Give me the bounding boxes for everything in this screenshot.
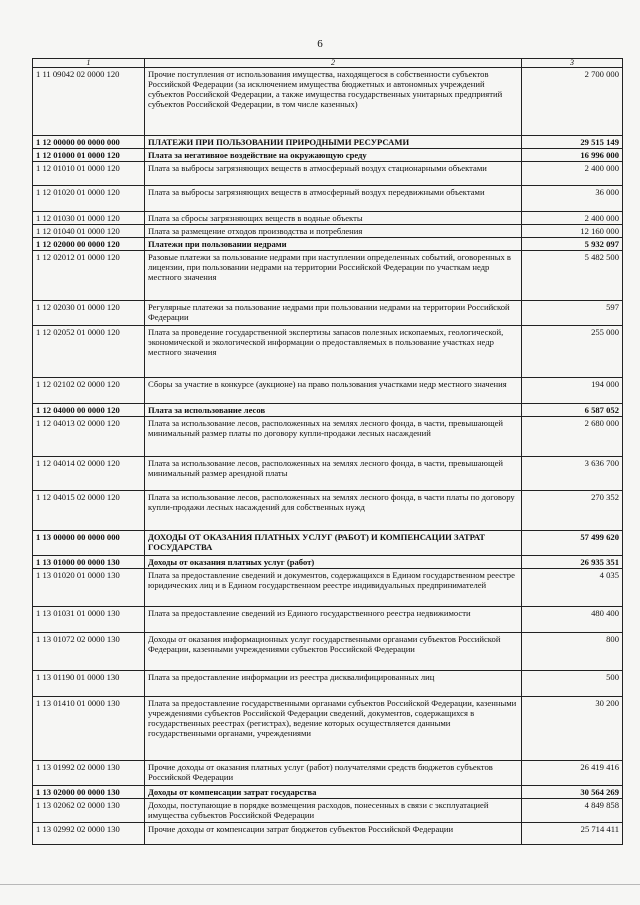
code-cell: 1 12 04014 02 0000 120 — [33, 457, 145, 491]
code-cell: 1 13 01031 01 0000 130 — [33, 607, 145, 633]
code-cell: 1 13 01190 01 0000 130 — [33, 671, 145, 697]
table-row — [33, 136, 623, 149]
name-cell: Плата за предоставление сведений из Единого государственного реестра недвижимости — [145, 607, 522, 633]
table-row — [33, 799, 623, 823]
column-header-name: 2 — [145, 59, 522, 68]
table-row — [33, 457, 623, 491]
table-row — [33, 301, 623, 326]
name-cell: Регулярные платежи за пользование недрами при пользовании недрами на территории Российской Федерации — [145, 301, 522, 326]
table-row — [33, 162, 623, 186]
name-cell: Плата за размещение отходов производства и потребления — [145, 225, 522, 238]
amount-cell: 30 564 269 — [522, 786, 623, 799]
code-cell: 1 13 01410 01 0000 130 — [33, 697, 145, 761]
table-row — [33, 531, 623, 556]
name-cell: Доходы от компенсации затрат государства — [145, 786, 522, 799]
table-row — [33, 417, 623, 457]
name-cell: Плата за сбросы загрязняющих веществ в водные объекты — [145, 212, 522, 225]
code-cell: 1 12 02030 01 0000 120 — [33, 301, 145, 326]
code-cell: 1 12 04000 00 0000 120 — [33, 404, 145, 417]
table-row — [33, 378, 623, 404]
amount-cell: 5 932 097 — [522, 238, 623, 251]
name-cell: Прочие поступления от использования имущества, находящегося в собственности субъектов Российской Федерации (за исключением имущества бюджетных и автономных учреждений субъектов Российской Федерации, а также имущества государственных унитарных предприятий субъектов Российской Федерации, в том числе казенных) — [145, 68, 522, 136]
table-row — [33, 186, 623, 212]
code-cell: 1 12 01000 01 0000 120 — [33, 149, 145, 162]
table-row — [33, 761, 623, 786]
amount-cell: 270 352 — [522, 491, 623, 531]
table-row — [33, 68, 623, 136]
amount-cell: 480 400 — [522, 607, 623, 633]
name-cell: ДОХОДЫ ОТ ОКАЗАНИЯ ПЛАТНЫХ УСЛУГ (РАБОТ) И КОМПЕНСАЦИИ ЗАТРАТ ГОСУДАРСТВА — [145, 531, 522, 556]
amount-cell: 4 849 858 — [522, 799, 623, 823]
code-cell: 1 13 01000 00 0000 130 — [33, 556, 145, 569]
amount-cell: 597 — [522, 301, 623, 326]
table-row — [33, 556, 623, 569]
name-cell: Плата за выбросы загрязняющих веществ в атмосферный воздух передвижными объектами — [145, 186, 522, 212]
table-row — [33, 238, 623, 251]
code-cell: 1 12 01020 01 0000 120 — [33, 186, 145, 212]
column-header-code: 1 — [33, 59, 145, 68]
name-cell: Сборы за участие в конкурсе (аукционе) на право пользования участками недр местного значения — [145, 378, 522, 404]
name-cell: Плата за негативное воздействие на окружающую среду — [145, 149, 522, 162]
column-header-amount: 3 — [522, 59, 623, 68]
code-cell: 1 13 02062 02 0000 130 — [33, 799, 145, 823]
code-cell: 1 12 04013 02 0000 120 — [33, 417, 145, 457]
amount-cell: 800 — [522, 633, 623, 671]
amount-cell: 29 515 149 — [522, 136, 623, 149]
page-bottom-divider — [0, 884, 640, 885]
name-cell: Плата за использование лесов — [145, 404, 522, 417]
code-cell: 1 12 02000 00 0000 120 — [33, 238, 145, 251]
name-cell: Плата за предоставление государственными органами субъектов Российской Федерации, казенными учреждениями субъектов Российской Федерации сведений, документов, содержащихся в государственных реестрах (регистрах), ведение которых осуществляется данными государственными органами, учреждениями — [145, 697, 522, 761]
code-cell: 1 13 02000 00 0000 130 — [33, 786, 145, 799]
amount-cell: 16 996 000 — [522, 149, 623, 162]
table-row — [33, 607, 623, 633]
name-cell: Плата за предоставление сведений и документов, содержащихся в Едином государственном реестре юридических лиц и в Едином государственном реестре индивидуальных предпринимателей — [145, 569, 522, 607]
table-row — [33, 697, 623, 761]
name-cell: Доходы, поступающие в порядке возмещения расходов, понесенных в связи с эксплуатацией имущества субъектов Российской Федерации — [145, 799, 522, 823]
amount-cell: 4 035 — [522, 569, 623, 607]
amount-cell: 26 419 416 — [522, 761, 623, 786]
amount-cell: 57 499 620 — [522, 531, 623, 556]
code-cell: 1 12 00000 00 0000 000 — [33, 136, 145, 149]
name-cell: Разовые платежи за пользование недрами при наступлении определенных событий, оговоренных в лицензии, при пользовании недрами на территории Российской Федерации по участкам недр местного значения — [145, 251, 522, 301]
code-cell: 1 11 09042 02 0000 120 — [33, 68, 145, 136]
name-cell: Плата за использование лесов, расположенных на землях лесного фонда, в части, превышающей минимальный размер арендной платы — [145, 457, 522, 491]
name-cell: Плата за проведение государственной экспертизы запасов полезных ископаемых, геологической, экономической и экологической информации о предоставляемых в пользование участках недр местного значения — [145, 326, 522, 378]
code-cell: 1 12 04015 02 0000 120 — [33, 491, 145, 531]
table-row — [33, 251, 623, 301]
revenue-table — [32, 58, 623, 845]
table-row — [33, 225, 623, 238]
table-row — [33, 633, 623, 671]
amount-cell: 2 680 000 — [522, 417, 623, 457]
name-cell: Плата за использование лесов, расположенных на землях лесного фонда, в части, превышающей минимальный размер платы по договору купли-продажи лесных насаждений — [145, 417, 522, 457]
table-row — [33, 404, 623, 417]
code-cell: 1 12 02052 01 0000 120 — [33, 326, 145, 378]
code-cell: 1 12 01030 01 0000 120 — [33, 212, 145, 225]
table-row — [33, 212, 623, 225]
table-row — [33, 786, 623, 799]
table-row — [33, 491, 623, 531]
amount-cell: 2 700 000 — [522, 68, 623, 136]
table-header — [33, 59, 623, 68]
amount-cell: 500 — [522, 671, 623, 697]
name-cell: Доходы от оказания информационных услуг государственными органами субъектов Российской Федерации, казенными учреждениями субъектов Российской Федерации — [145, 633, 522, 671]
amount-cell: 3 636 700 — [522, 457, 623, 491]
amount-cell: 2 400 000 — [522, 212, 623, 225]
amount-cell: 25 714 411 — [522, 823, 623, 845]
code-cell: 1 13 00000 00 0000 000 — [33, 531, 145, 556]
name-cell: Плата за использование лесов, расположенных на землях лесного фонда, в части платы по договору купли-продажи лесных насаждений для собственных нужд — [145, 491, 522, 531]
amount-cell: 26 935 351 — [522, 556, 623, 569]
code-cell: 1 12 02012 01 0000 120 — [33, 251, 145, 301]
code-cell: 1 13 01992 02 0000 130 — [33, 761, 145, 786]
amount-cell: 30 200 — [522, 697, 623, 761]
code-cell: 1 12 01040 01 0000 120 — [33, 225, 145, 238]
amount-cell: 6 587 052 — [522, 404, 623, 417]
table-row — [33, 569, 623, 607]
name-cell: ПЛАТЕЖИ ПРИ ПОЛЬЗОВАНИИ ПРИРОДНЫМИ РЕСУРСАМИ — [145, 136, 522, 149]
table-row — [33, 326, 623, 378]
code-cell: 1 13 02992 02 0000 130 — [33, 823, 145, 845]
amount-cell: 5 482 500 — [522, 251, 623, 301]
code-cell: 1 12 01010 01 0000 120 — [33, 162, 145, 186]
code-cell: 1 13 01020 01 0000 130 — [33, 569, 145, 607]
table-body — [33, 68, 623, 845]
table-row — [33, 149, 623, 162]
table-row — [33, 823, 623, 845]
name-cell: Платежи при пользовании недрами — [145, 238, 522, 251]
table-row — [33, 671, 623, 697]
name-cell: Плата за предоставление информации из реестра дисквалифицированных лиц — [145, 671, 522, 697]
amount-cell: 194 000 — [522, 378, 623, 404]
name-cell: Прочие доходы от оказания платных услуг (работ) получателями средств бюджетов субъектов Российской Федерации — [145, 761, 522, 786]
name-cell: Доходы от оказания платных услуг (работ) — [145, 556, 522, 569]
amount-cell: 12 160 000 — [522, 225, 623, 238]
name-cell: Прочие доходы от компенсации затрат бюджетов субъектов Российской Федерации — [145, 823, 522, 845]
code-cell: 1 13 01072 02 0000 130 — [33, 633, 145, 671]
amount-cell: 255 000 — [522, 326, 623, 378]
amount-cell: 2 400 000 — [522, 162, 623, 186]
name-cell: Плата за выбросы загрязняющих веществ в атмосферный воздух стационарными объектами — [145, 162, 522, 186]
amount-cell: 36 000 — [522, 186, 623, 212]
code-cell: 1 12 02102 02 0000 120 — [33, 378, 145, 404]
page-number: 6 — [317, 38, 323, 50]
